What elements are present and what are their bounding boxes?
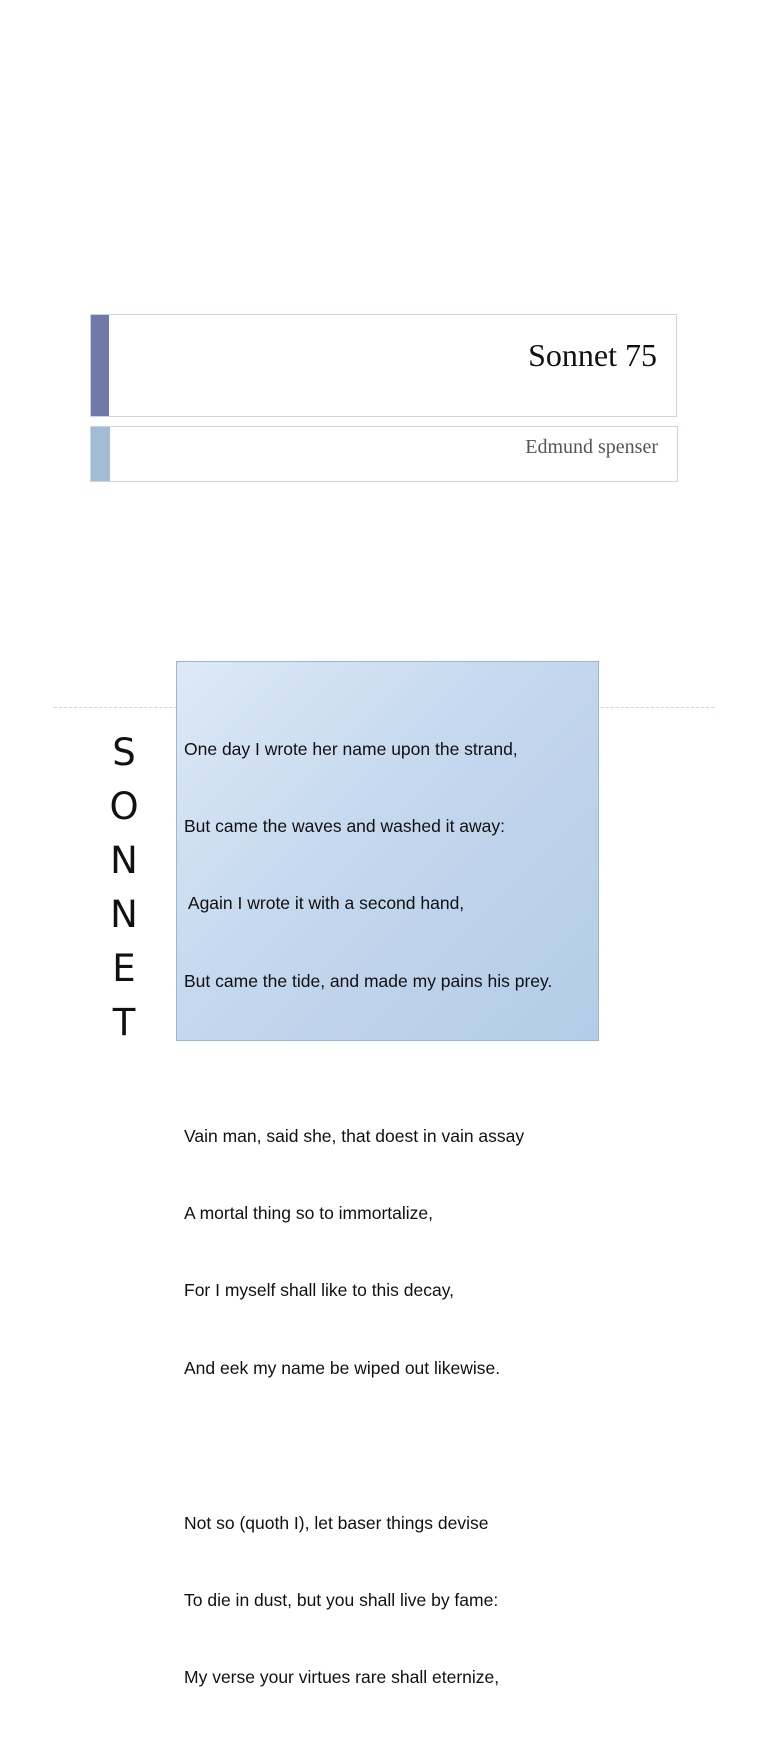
title-box [90, 314, 677, 417]
poem-line: And eek my name be wiped out likewise. [184, 1357, 501, 1378]
vertical-letter: S [112, 731, 136, 774]
poem-line: Not so (quoth I), let baser things devise [184, 1512, 489, 1533]
poem-line [184, 1046, 552, 1072]
slide-title: Sonnet 75 [528, 337, 657, 373]
subtitle-accent-bar [91, 427, 110, 481]
vertical-letter: E [112, 947, 136, 990]
poem-text [184, 685, 552, 1743]
poem-line: For I myself shall like to this decay, [184, 1280, 455, 1301]
vertical-letter: N [110, 893, 138, 936]
poem-line: To die in dust, but you shall live by fame: [184, 1589, 499, 1610]
title-slide [0, 0, 768, 606]
vertical-title [98, 726, 150, 1050]
poem-line: But came the waves and washed it away: [184, 815, 506, 836]
poem-line [184, 1433, 552, 1459]
poem-line: My verse your virtues rare shall eternize, [184, 1667, 500, 1688]
vertical-letter: N [110, 839, 138, 882]
poem-line: But came the tide, and made my pains his prey. [184, 970, 553, 991]
poem-line: Again I wrote it with a second hand, [184, 893, 465, 914]
poem-line: A mortal thing so to immortalize, [184, 1202, 433, 1223]
title-accent-bar [91, 315, 109, 416]
poem-line: Vain man, said she, that doest in vain assay [184, 1125, 525, 1146]
vertical-letter: O [109, 785, 139, 828]
poem-line: One day I wrote her name upon the strand, [184, 738, 518, 759]
subtitle-box [90, 426, 678, 482]
poem-slide [0, 606, 768, 1688]
slide-subtitle: Edmund spenser [525, 436, 658, 458]
vertical-letter: T [112, 1001, 136, 1044]
poem-box [176, 661, 599, 1688]
